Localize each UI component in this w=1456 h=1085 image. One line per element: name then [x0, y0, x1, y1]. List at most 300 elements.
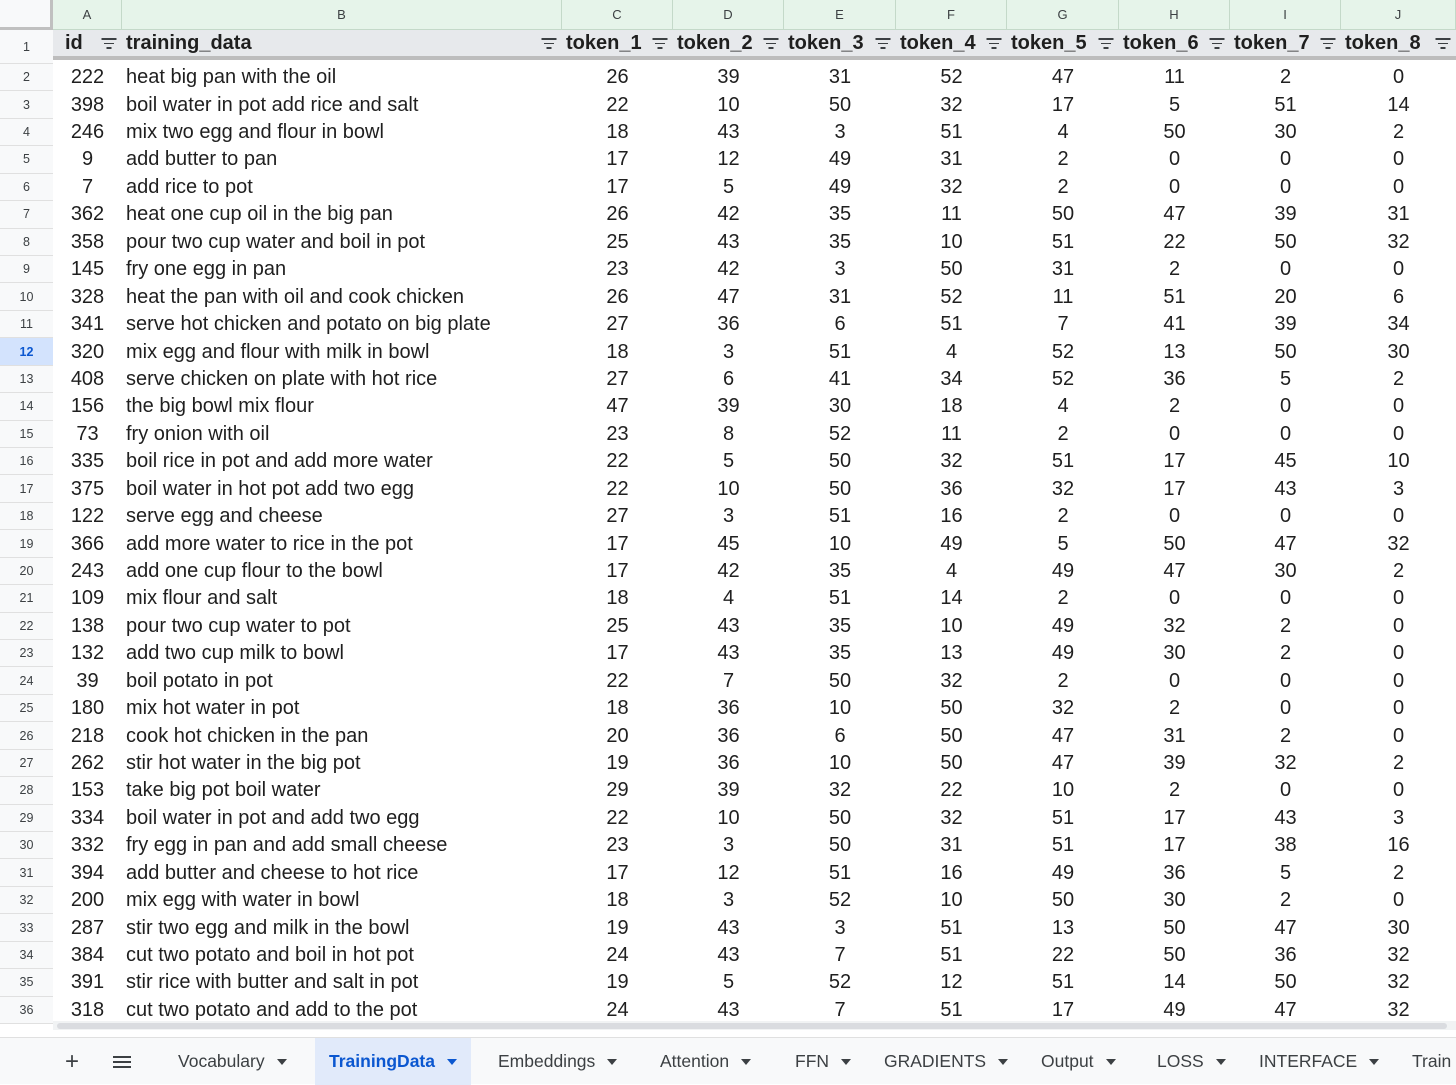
token-cell[interactable]: 2 — [1279, 889, 1292, 912]
token-cell[interactable]: 12 — [717, 861, 740, 884]
token-cell[interactable]: 12 — [717, 148, 740, 171]
token-cell[interactable]: 12 — [940, 971, 963, 994]
token-cell[interactable]: 47 — [1051, 724, 1075, 747]
token-cell[interactable]: 0 — [1168, 669, 1181, 692]
token-cell[interactable]: 2 — [1392, 751, 1405, 774]
sheet-tab-train[interactable] — [1398, 1038, 1456, 1085]
token-cell[interactable]: 2 — [1057, 148, 1069, 171]
row-number[interactable]: 36 — [0, 997, 53, 1024]
token-cell[interactable]: 51 — [940, 916, 963, 939]
token-cell[interactable]: 18 — [606, 340, 629, 363]
filter-icon[interactable] — [101, 38, 116, 49]
token-cell[interactable]: 43 — [717, 121, 740, 144]
token-cell[interactable]: 30 — [1387, 340, 1410, 363]
token-cell[interactable]: 14 — [1163, 971, 1186, 994]
training-data-cell[interactable]: stir hot water in the big pot — [126, 751, 361, 774]
token-cell[interactable]: 2 — [1279, 614, 1292, 637]
training-data-cell[interactable]: fry onion with oil — [126, 422, 270, 445]
token-cell[interactable]: 31 — [1387, 203, 1410, 226]
token-cell[interactable]: 0 — [1279, 148, 1292, 171]
add-sheet-button[interactable] — [48, 1038, 96, 1085]
token-cell[interactable]: 35 — [828, 642, 852, 665]
row-number[interactable]: 24 — [0, 667, 53, 694]
token-cell[interactable]: 0 — [1392, 66, 1405, 89]
training-data-cell[interactable]: the big bowl mix flour — [126, 395, 314, 418]
id-cell[interactable]: 334 — [70, 806, 105, 829]
token-cell[interactable]: 32 — [940, 450, 963, 473]
token-cell[interactable]: 32 — [940, 175, 963, 198]
training-data-cell[interactable]: mix two egg and flour in bowl — [126, 121, 384, 144]
training-data-cell[interactable]: heat big pan with the oil — [126, 66, 337, 89]
token-cell[interactable]: 0 — [1279, 505, 1292, 528]
token-cell[interactable]: 18 — [606, 121, 629, 144]
token-cell[interactable]: 29 — [606, 779, 629, 802]
training-data-cell[interactable]: add rice to pot — [126, 175, 253, 198]
id-cell[interactable]: 200 — [70, 889, 105, 912]
training-data-cell[interactable]: pour two cup water to pot — [126, 614, 351, 637]
token-cell[interactable]: 52 — [940, 285, 963, 308]
token-cell[interactable]: 0 — [1392, 505, 1405, 528]
token-cell[interactable]: 10 — [940, 889, 963, 912]
token-cell[interactable]: 47 — [606, 395, 629, 418]
token-cell[interactable]: 49 — [1051, 642, 1075, 665]
token-cell[interactable]: 50 — [940, 724, 963, 747]
training-data-cell[interactable]: cook hot chicken in the pan — [126, 724, 369, 747]
token-cell[interactable]: 6 — [834, 724, 846, 747]
row-number[interactable]: 9 — [0, 256, 53, 283]
row-number[interactable]: 2 — [0, 64, 53, 91]
row-number[interactable]: 28 — [0, 777, 53, 804]
training-data-cell[interactable]: boil water in pot add rice and salt — [126, 93, 419, 116]
token-cell[interactable]: 10 — [828, 697, 852, 720]
token-cell[interactable]: 41 — [828, 367, 852, 390]
chevron-down-icon[interactable] — [277, 1059, 287, 1065]
token-cell[interactable]: 34 — [1387, 313, 1410, 336]
column-header-c[interactable]: C — [562, 0, 673, 30]
token-cell[interactable]: 50 — [1051, 889, 1075, 912]
token-cell[interactable]: 23 — [606, 834, 629, 857]
token-cell[interactable]: 52 — [1051, 340, 1075, 363]
training-data-cell[interactable]: add two cup milk to bowl — [126, 642, 344, 665]
column-header-e[interactable]: E — [784, 0, 896, 30]
token-cell[interactable]: 20 — [606, 724, 629, 747]
training-data-cell[interactable]: serve egg and cheese — [126, 505, 323, 528]
token-cell[interactable]: 50 — [1163, 943, 1186, 966]
token-cell[interactable]: 13 — [940, 642, 963, 665]
token-cell[interactable]: 16 — [940, 505, 963, 528]
token-cell[interactable]: 2 — [1392, 861, 1405, 884]
token-cell[interactable]: 24 — [606, 998, 629, 1021]
token-cell[interactable]: 49 — [828, 175, 852, 198]
token-cell[interactable]: 32 — [1163, 614, 1186, 637]
token-cell[interactable]: 0 — [1279, 587, 1292, 610]
id-cell[interactable]: 394 — [70, 861, 105, 884]
token-cell[interactable]: 34 — [940, 367, 963, 390]
token-cell[interactable]: 43 — [717, 998, 740, 1021]
token-cell[interactable]: 19 — [606, 751, 629, 774]
row-number[interactable]: 29 — [0, 805, 53, 832]
token-cell[interactable]: 16 — [940, 861, 963, 884]
token-cell[interactable]: 42 — [717, 203, 740, 226]
token-cell[interactable]: 2 — [1057, 669, 1069, 692]
row-number[interactable]: 15 — [0, 421, 53, 448]
token-cell[interactable]: 4 — [1057, 121, 1069, 144]
token-cell[interactable]: 36 — [1163, 367, 1186, 390]
token-cell[interactable]: 8 — [722, 422, 735, 445]
token-cell[interactable]: 43 — [717, 916, 740, 939]
token-cell[interactable]: 20 — [1274, 285, 1297, 308]
token-cell[interactable]: 51 — [940, 313, 963, 336]
token-cell[interactable]: 17 — [1051, 998, 1075, 1021]
row-number[interactable]: 4 — [0, 119, 53, 146]
token-cell[interactable]: 39 — [1274, 203, 1297, 226]
token-cell[interactable]: 38 — [1274, 834, 1297, 857]
token-cell[interactable]: 2 — [1279, 66, 1292, 89]
id-cell[interactable]: 358 — [70, 230, 105, 253]
row-number[interactable]: 7 — [0, 201, 53, 228]
token-cell[interactable]: 50 — [940, 258, 963, 281]
chevron-down-icon[interactable] — [1216, 1059, 1226, 1065]
token-cell[interactable]: 31 — [828, 66, 852, 89]
id-cell[interactable]: 138 — [70, 614, 105, 637]
token-cell[interactable]: 36 — [717, 697, 740, 720]
filter-icon[interactable] — [875, 38, 890, 49]
id-cell[interactable]: 243 — [70, 559, 105, 582]
token-cell[interactable]: 0 — [1392, 779, 1405, 802]
chevron-down-icon[interactable] — [447, 1059, 457, 1065]
token-cell[interactable]: 2 — [1279, 642, 1292, 665]
column-header-d[interactable]: D — [673, 0, 784, 30]
token-cell[interactable]: 7 — [834, 998, 846, 1021]
token-cell[interactable]: 36 — [1274, 943, 1297, 966]
token-cell[interactable]: 0 — [1392, 422, 1405, 445]
token-cell[interactable]: 2 — [1168, 395, 1181, 418]
id-cell[interactable]: 408 — [70, 367, 105, 390]
column-header-i[interactable]: I — [1230, 0, 1341, 30]
training-data-cell[interactable]: add more water to rice in the pot — [126, 532, 413, 555]
token-cell[interactable]: 49 — [1051, 861, 1075, 884]
token-cell[interactable]: 6 — [1392, 285, 1405, 308]
token-cell[interactable]: 3 — [834, 916, 846, 939]
token-cell[interactable]: 36 — [1163, 861, 1186, 884]
token-cell[interactable]: 51 — [1051, 971, 1075, 994]
token-cell[interactable]: 39 — [1163, 751, 1186, 774]
row-number[interactable]: 12 — [0, 338, 53, 365]
token-cell[interactable]: 35 — [828, 230, 852, 253]
training-data-cell[interactable]: boil potato in pot — [126, 669, 273, 692]
token-cell[interactable]: 51 — [1051, 450, 1075, 473]
token-cell[interactable]: 49 — [940, 532, 963, 555]
row-number[interactable]: 22 — [0, 613, 53, 640]
token-cell[interactable]: 17 — [606, 861, 629, 884]
row-number[interactable]: 6 — [0, 174, 53, 201]
token-cell[interactable]: 31 — [940, 148, 963, 171]
row-number[interactable]: 20 — [0, 558, 53, 585]
column-header-f[interactable]: F — [896, 0, 1007, 30]
token-cell[interactable]: 52 — [828, 889, 852, 912]
training-data-cell[interactable]: boil water in hot pot add two egg — [126, 477, 414, 500]
row-number[interactable]: 27 — [0, 750, 53, 777]
token-cell[interactable]: 10 — [1387, 450, 1410, 473]
token-cell[interactable]: 0 — [1279, 669, 1292, 692]
filter-icon[interactable] — [986, 38, 1001, 49]
token-cell[interactable]: 0 — [1392, 148, 1405, 171]
token-cell[interactable]: 10 — [717, 806, 740, 829]
token-cell[interactable]: 49 — [1051, 559, 1075, 582]
id-cell[interactable]: 9 — [81, 148, 94, 171]
token-cell[interactable]: 18 — [940, 395, 963, 418]
token-cell[interactable]: 17 — [1163, 806, 1186, 829]
token-cell[interactable]: 5 — [722, 450, 735, 473]
row-number[interactable]: 25 — [0, 695, 53, 722]
token-cell[interactable]: 45 — [1274, 450, 1297, 473]
token-cell[interactable]: 51 — [1051, 230, 1075, 253]
sheet-tab-gradients[interactable] — [870, 1038, 1022, 1085]
token-cell[interactable]: 0 — [1392, 175, 1405, 198]
id-cell[interactable]: 375 — [70, 477, 105, 500]
header-cell-token-8[interactable]: token_8 — [1345, 31, 1421, 54]
token-cell[interactable]: 2 — [1392, 121, 1405, 144]
horizontal-scrollbar[interactable] — [53, 1021, 1456, 1030]
token-cell[interactable]: 30 — [828, 395, 852, 418]
token-cell[interactable]: 36 — [717, 751, 740, 774]
token-cell[interactable]: 31 — [1051, 258, 1075, 281]
filter-icon[interactable] — [541, 38, 556, 49]
training-data-cell[interactable]: heat the pan with oil and cook chicken — [126, 285, 464, 308]
token-cell[interactable]: 50 — [1051, 203, 1075, 226]
id-cell[interactable]: 145 — [70, 258, 105, 281]
row-number[interactable]: 34 — [0, 942, 53, 969]
token-cell[interactable]: 36 — [717, 724, 740, 747]
token-cell[interactable]: 0 — [1168, 148, 1181, 171]
token-cell[interactable]: 50 — [828, 834, 852, 857]
token-cell[interactable]: 17 — [1051, 93, 1075, 116]
header-cell-token-3[interactable]: token_3 — [788, 31, 864, 54]
token-cell[interactable]: 3 — [722, 505, 735, 528]
training-data-cell[interactable]: heat one cup oil in the big pan — [126, 203, 393, 226]
column-header-g[interactable]: G — [1007, 0, 1119, 30]
token-cell[interactable]: 51 — [940, 943, 963, 966]
token-cell[interactable]: 0 — [1279, 395, 1292, 418]
token-cell[interactable]: 47 — [1274, 998, 1297, 1021]
select-all-corner[interactable] — [0, 0, 53, 30]
token-cell[interactable]: 51 — [940, 998, 963, 1021]
id-cell[interactable]: 73 — [76, 422, 99, 445]
token-cell[interactable]: 32 — [1051, 477, 1075, 500]
token-cell[interactable]: 17 — [606, 559, 629, 582]
token-cell[interactable]: 14 — [940, 587, 963, 610]
token-cell[interactable]: 2 — [1279, 724, 1292, 747]
token-cell[interactable]: 51 — [828, 340, 852, 363]
row-number[interactable]: 10 — [0, 283, 53, 310]
token-cell[interactable]: 32 — [940, 93, 963, 116]
token-cell[interactable]: 52 — [828, 971, 852, 994]
token-cell[interactable]: 5 — [722, 175, 735, 198]
row-number[interactable]: 16 — [0, 448, 53, 475]
id-cell[interactable]: 122 — [70, 505, 105, 528]
id-cell[interactable]: 287 — [70, 916, 105, 939]
token-cell[interactable]: 0 — [1392, 587, 1405, 610]
token-cell[interactable]: 27 — [606, 505, 629, 528]
training-data-cell[interactable]: cut two potato and add to the pot — [126, 998, 418, 1021]
token-cell[interactable]: 11 — [1052, 285, 1074, 308]
training-data-cell[interactable]: take big pot boil water — [126, 779, 321, 802]
header-cell-token-6[interactable]: token_6 — [1123, 31, 1199, 54]
token-cell[interactable]: 3 — [722, 889, 735, 912]
token-cell[interactable]: 36 — [940, 477, 963, 500]
token-cell[interactable]: 32 — [1387, 998, 1410, 1021]
token-cell[interactable]: 24 — [606, 943, 629, 966]
training-data-cell[interactable]: fry egg in pan and add small cheese — [126, 834, 448, 857]
row-number[interactable]: 1 — [0, 30, 53, 64]
token-cell[interactable]: 51 — [828, 505, 852, 528]
token-cell[interactable]: 47 — [1051, 66, 1075, 89]
token-cell[interactable]: 0 — [1279, 697, 1292, 720]
token-cell[interactable]: 30 — [1163, 642, 1186, 665]
token-cell[interactable]: 22 — [606, 669, 629, 692]
row-number[interactable]: 31 — [0, 859, 53, 886]
token-cell[interactable]: 35 — [828, 203, 852, 226]
id-cell[interactable]: 39 — [76, 669, 99, 692]
token-cell[interactable]: 0 — [1392, 642, 1405, 665]
id-cell[interactable]: 341 — [70, 313, 105, 336]
token-cell[interactable]: 3 — [722, 834, 735, 857]
token-cell[interactable]: 17 — [606, 175, 629, 198]
token-cell[interactable]: 50 — [940, 697, 963, 720]
id-cell[interactable]: 222 — [70, 66, 105, 89]
token-cell[interactable]: 36 — [717, 313, 740, 336]
token-cell[interactable]: 22 — [606, 450, 629, 473]
row-number[interactable]: 13 — [0, 366, 53, 393]
token-cell[interactable]: 23 — [606, 422, 629, 445]
id-cell[interactable]: 328 — [70, 285, 105, 308]
filter-icon[interactable] — [1098, 38, 1113, 49]
token-cell[interactable]: 25 — [606, 230, 629, 253]
row-number[interactable]: 23 — [0, 640, 53, 667]
token-cell[interactable]: 0 — [1392, 614, 1405, 637]
filter-icon[interactable] — [1320, 38, 1335, 49]
token-cell[interactable]: 10 — [1051, 779, 1075, 802]
sheet-tab-trainingdata[interactable] — [315, 1038, 471, 1085]
token-cell[interactable]: 7 — [834, 943, 846, 966]
token-cell[interactable]: 3 — [834, 121, 846, 144]
token-cell[interactable]: 32 — [1387, 971, 1410, 994]
id-cell[interactable]: 109 — [70, 587, 105, 610]
token-cell[interactable]: 7 — [722, 669, 735, 692]
header-cell-token-7[interactable]: token_7 — [1234, 31, 1310, 54]
token-cell[interactable]: 5 — [1057, 532, 1069, 555]
header-cell-token-5[interactable]: token_5 — [1011, 31, 1087, 54]
token-cell[interactable]: 0 — [1279, 422, 1292, 445]
token-cell[interactable]: 17 — [606, 532, 629, 555]
token-cell[interactable]: 5 — [722, 971, 735, 994]
token-cell[interactable]: 2 — [1168, 697, 1181, 720]
token-cell[interactable]: 42 — [717, 559, 740, 582]
token-cell[interactable]: 22 — [606, 477, 629, 500]
token-cell[interactable]: 32 — [828, 779, 852, 802]
training-data-cell[interactable]: add butter and cheese to hot rice — [126, 861, 419, 884]
training-data-cell[interactable]: add one cup flour to the bowl — [126, 559, 383, 582]
token-cell[interactable]: 0 — [1168, 175, 1181, 198]
id-cell[interactable]: 332 — [70, 834, 105, 857]
token-cell[interactable]: 50 — [1274, 230, 1297, 253]
row-number[interactable]: 32 — [0, 887, 53, 914]
token-cell[interactable]: 11 — [1164, 66, 1185, 89]
id-cell[interactable]: 335 — [70, 450, 105, 473]
token-cell[interactable]: 51 — [1163, 285, 1186, 308]
token-cell[interactable]: 19 — [606, 916, 629, 939]
token-cell[interactable]: 22 — [606, 93, 629, 116]
training-data-cell[interactable]: stir two egg and milk in the bowl — [126, 916, 410, 939]
id-cell[interactable]: 246 — [70, 121, 105, 144]
token-cell[interactable]: 7 — [1057, 313, 1069, 336]
filter-icon[interactable] — [1435, 38, 1450, 49]
token-cell[interactable]: 31 — [1163, 724, 1186, 747]
token-cell[interactable]: 45 — [717, 532, 740, 555]
token-cell[interactable]: 16 — [1387, 834, 1410, 857]
token-cell[interactable]: 30 — [1163, 889, 1186, 912]
token-cell[interactable]: 22 — [606, 806, 629, 829]
token-cell[interactable]: 6 — [722, 367, 735, 390]
token-cell[interactable]: 39 — [1274, 313, 1297, 336]
token-cell[interactable]: 0 — [1279, 258, 1292, 281]
token-cell[interactable]: 50 — [828, 450, 852, 473]
token-cell[interactable]: 22 — [940, 779, 963, 802]
token-cell[interactable]: 51 — [828, 587, 852, 610]
all-sheets-button[interactable] — [98, 1038, 146, 1085]
sheet-tab-vocabulary[interactable] — [164, 1038, 301, 1085]
token-cell[interactable]: 0 — [1392, 258, 1405, 281]
token-cell[interactable]: 30 — [1387, 916, 1410, 939]
token-cell[interactable]: 32 — [1387, 943, 1410, 966]
token-cell[interactable]: 31 — [828, 285, 852, 308]
token-cell[interactable]: 2 — [1168, 258, 1181, 281]
token-cell[interactable]: 13 — [1051, 916, 1075, 939]
header-cell-token-4[interactable]: token_4 — [900, 31, 976, 54]
token-cell[interactable]: 50 — [828, 477, 852, 500]
id-cell[interactable]: 320 — [70, 340, 105, 363]
token-cell[interactable]: 22 — [1163, 230, 1186, 253]
token-cell[interactable]: 49 — [1163, 998, 1186, 1021]
token-cell[interactable]: 2 — [1057, 505, 1069, 528]
id-cell[interactable]: 318 — [70, 998, 105, 1021]
row-number[interactable]: 18 — [0, 503, 53, 530]
row-number[interactable]: 5 — [0, 146, 53, 173]
token-cell[interactable]: 18 — [606, 697, 629, 720]
filter-icon[interactable] — [763, 38, 778, 49]
token-cell[interactable]: 0 — [1279, 175, 1292, 198]
token-cell[interactable]: 50 — [1163, 121, 1186, 144]
token-cell[interactable]: 47 — [1163, 203, 1186, 226]
row-number[interactable]: 14 — [0, 393, 53, 420]
token-cell[interactable]: 13 — [1163, 340, 1186, 363]
token-cell[interactable]: 27 — [606, 367, 629, 390]
token-cell[interactable]: 2 — [1168, 779, 1181, 802]
chevron-down-icon[interactable] — [998, 1059, 1008, 1065]
token-cell[interactable]: 5 — [1279, 367, 1292, 390]
token-cell[interactable]: 43 — [717, 614, 740, 637]
token-cell[interactable]: 49 — [1051, 614, 1075, 637]
token-cell[interactable]: 18 — [606, 889, 629, 912]
token-cell[interactable]: 5 — [1279, 861, 1292, 884]
token-cell[interactable]: 49 — [828, 148, 852, 171]
token-cell[interactable]: 0 — [1392, 889, 1405, 912]
training-data-cell[interactable]: mix hot water in pot — [126, 697, 300, 720]
token-cell[interactable]: 2 — [1392, 367, 1405, 390]
token-cell[interactable]: 50 — [828, 806, 852, 829]
token-cell[interactable]: 14 — [1387, 93, 1410, 116]
token-cell[interactable]: 26 — [606, 285, 629, 308]
